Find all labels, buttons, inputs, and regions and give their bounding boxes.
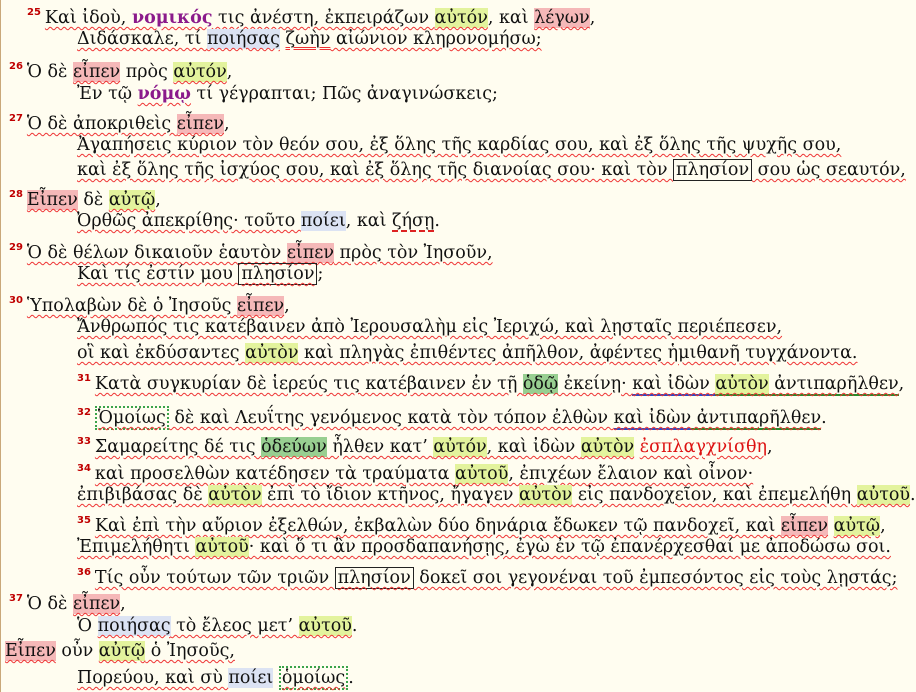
phrase-kai-idon: καὶ ἰδὼν — [613, 408, 692, 428]
verse-32: $^{32}$ Ὁμοίως δὲ καὶ Λευΐτης γενόμενος κατὰ τὸν τόπον ἐλθὼν καὶ ἰδὼν ἀντιπαρῆλθεν. — [77, 407, 827, 428]
word-plesion: πλησίον — [673, 159, 752, 181]
word-auto: αὐτῷ — [98, 641, 146, 661]
verse-number: 27 — [9, 113, 23, 124]
word-autou: αὐτοῦ — [455, 464, 509, 484]
word-auto: αὐτῷ — [833, 516, 881, 536]
word-auto: αὐτῷ — [108, 190, 156, 210]
verse-25-line-2: Διδάσκαλε, τί ποιήσας ζωὴν αἰώνιον κληρονομήσω; — [77, 29, 542, 49]
verse-30-line-3: οἳ καὶ ἐκδύσαντες αὐτὸν καὶ πληγὰς ἐπιθέντες ἀπῆλθον, ἀφέντες ἡμιθανῆ τυγχάνοντα. — [77, 343, 858, 363]
word-auton: αὐτὸν — [518, 485, 573, 505]
word-nomikos: νομικός — [131, 8, 213, 28]
verse-27: $^{27}$ Ὁ δὲ ἀποκριθεὶς εἶπεν, — [9, 113, 230, 134]
word-autou: αὐτοῦ — [195, 537, 249, 557]
verse-29-line-2: Καὶ τίς ἐστίν μου πλησίον ; — [77, 264, 324, 284]
verse-number: 36 — [77, 567, 91, 578]
verse-37: $^{37}$ Ὁ δὲ εἶπεν, — [9, 593, 126, 614]
verse-26-line-2: Ἐν τῷ νόμῳ τί γέγραπται; Πῶς ἀναγινώσκεις; — [77, 84, 498, 104]
verse-34-line-2: ἐπιβιβάσας δὲ αὐτὸν ἐπὶ τὸ ἴδιον κτῆνος, ἤγαγεν αὐτὸν εἰς πανδοχεῖον, καὶ ἐπεμελήθη αὐτοῦ. — [77, 485, 916, 505]
word-auton: αὐτὸν — [580, 437, 635, 457]
verse-29: $^{29}$ Ὁ δὲ θέλων δικαιοῦν ἑαυτὸν εἶπεν πρὸς τὸν Ἰησοῦν, — [9, 242, 493, 263]
word-hodeuon: ὁδεύων — [261, 437, 327, 457]
verse-35-line-2: Ἐπιμελήθητι αὐτοῦ· καὶ ὅ τι ἂν προσδαπανήσῃς, ἐγὼ ἐν τῷ ἐπανέρχεσθαί με ἀποδώσω σοι. — [77, 537, 891, 557]
word-nomo: νόμῳ — [137, 84, 191, 104]
word-auton: αὐτὸν — [208, 485, 262, 505]
verse-30-line-2: Ἄνθρωπός τις κατέβαινεν ἀπὸ Ἰερουσαλὴμ εἰς Ἰεριχώ, καὶ λῃσταῖς περιέπεσεν, — [77, 317, 783, 337]
word-eipen: εἶπεν — [73, 594, 121, 614]
verse-35: $^{35}$ Καὶ ἐπὶ τὴν αὔριον ἐξελθών, ἐκβαλὼν δύο δηνάρια ἔδωκεν τῷ πανδοχεῖ, καὶ εἶπεν αὐτῷ, — [77, 515, 886, 536]
word-auton: αὐτόν — [434, 8, 488, 28]
word-poiesas: ποιήσας — [97, 616, 171, 636]
word-hodo: ὁδῷ — [522, 374, 559, 394]
word-poiei: ποίει — [228, 668, 274, 688]
word-eipen: εἶπεν — [176, 114, 224, 134]
word-poiesas: ποιήσας — [206, 29, 280, 49]
verse-number: 28 — [9, 189, 23, 200]
verse-37-line-2: Ὁ ποιήσας τὸ ἔλεος μετ’ αὐτοῦ. — [77, 616, 358, 636]
word-auton: αὐτὸν — [715, 374, 769, 394]
verse-28-line-2: Ὀρθῶς ἀπεκρίθης· τοῦτο ποίει, καὶ ζήσῃ. — [77, 211, 440, 231]
word-autou: αὐτοῦ — [298, 616, 352, 636]
word-poiei: ποίει — [300, 211, 346, 231]
verse-33: $^{33}$ Σαμαρείτης δέ τις ὁδεύων ἦλθεν κατ’ αὐτόν, καὶ ἰδὼν αὐτὸν ἐσπλαγχνίσθη, — [77, 436, 773, 457]
verse-number: 33 — [77, 436, 91, 447]
word-homoios: Ὁμοίως — [95, 406, 169, 430]
word-eipen: εἶπεν — [237, 296, 285, 316]
verse-number: 25 — [27, 7, 41, 18]
word-auton: αὐτόν — [433, 437, 487, 457]
verse-30: $^{30}$ Ὑπολαβὼν δὲ ὁ Ἰησοῦς εἶπεν, — [9, 295, 290, 316]
word-plesion: πλησίον — [238, 263, 317, 285]
verse-number: 30 — [9, 295, 23, 306]
word-legon: λέγων — [534, 8, 590, 28]
verse-number: 32 — [77, 407, 91, 418]
verse-27-line-3: καὶ ἐξ ὅλης τῆς ἰσχύος σου, καὶ ἐξ ὅλης τῆς διανοίας σου· καὶ τὸν πλησίον σου ὡς σεαυτόν, — [77, 160, 906, 180]
verse-number: 26 — [9, 61, 23, 72]
word-eipen: εἶπεν — [286, 243, 334, 263]
verse-27-line-2: Ἀγαπήσεις κύριον τὸν θεόν σου, ἐξ ὅλης τῆς καρδίας σου, καὶ ἐξ ὅλης τῆς ψυχῆς σου, — [77, 135, 842, 155]
verse-37-line-3: Εἶπεν οὖν αὐτῷ ὁ Ἰησοῦς, — [5, 641, 235, 661]
word-eipen: Εἶπεν — [5, 641, 56, 661]
verse-31: $^{31}$ Κατὰ συγκυρίαν δὲ ἱερεύς τις κατέβαινεν ἐν τῇ ὁδῷ ἐκείνῃ· καὶ ἰδὼν αὐτὸν ἀντιπαρῆλθεν, — [77, 373, 905, 394]
word-eipen: εἶπεν — [73, 62, 121, 82]
verse-number: 34 — [77, 463, 91, 474]
word-auton: αὐτόν — [173, 62, 227, 82]
word-zoen: ζωὴν — [285, 29, 331, 49]
word-autou: αὐτοῦ — [856, 485, 911, 505]
verse-28: $^{28}$ Εἶπεν δὲ αὐτῷ, — [9, 189, 161, 210]
verse-number: 29 — [9, 242, 23, 253]
verse-number: 35 — [77, 515, 91, 526]
verse-26: $^{26}$ Ὁ δὲ εἶπεν πρὸς αὐτόν, — [9, 61, 233, 82]
word-homoios: ὁμοίως — [279, 666, 348, 690]
word-zese: ζήσῃ — [392, 211, 435, 231]
verse-36: $^{36}$ Τίς οὖν τούτων τῶν τριῶν πλησίον δοκεῖ σοι γεγονέναι τοῦ ἐμπεσόντος εἰς τοὺς λῃστάς; — [77, 567, 898, 588]
verse-number: 31 — [77, 373, 91, 384]
word-eipen: Εἶπεν — [26, 190, 78, 210]
word-esplanchnisthe: ἐσπλαγχνίσθη — [639, 437, 767, 457]
word-auton: αὐτὸν — [245, 343, 299, 363]
word-antiparelthen: ἀντιπαρῆλθεν — [768, 374, 899, 394]
verse-number: 37 — [9, 593, 23, 604]
word-antiparelthen: ἀντιπαρῆλθεν — [691, 408, 822, 428]
verse-37-line-4: Πορεύου, καὶ σὺ ποίει ὁμοίως . — [77, 668, 354, 688]
verse-34: $^{34}$ καὶ προσελθὼν κατέδησεν τὰ τραύματα αὐτοῦ, ἐπιχέων ἔλαιον καὶ οἶνον· — [77, 463, 754, 484]
verse-25: $^{25}$ Καὶ ἰδοὺ, νομικός τις ἀνέστη, ἐκπειράζων αὐτόν, καὶ λέγων, — [27, 7, 596, 28]
word-plesion: πλησίον — [335, 567, 414, 589]
phrase-kai-idon: καὶ ἰδὼν — [632, 374, 716, 394]
word-eipen: εἶπεν — [780, 516, 829, 536]
